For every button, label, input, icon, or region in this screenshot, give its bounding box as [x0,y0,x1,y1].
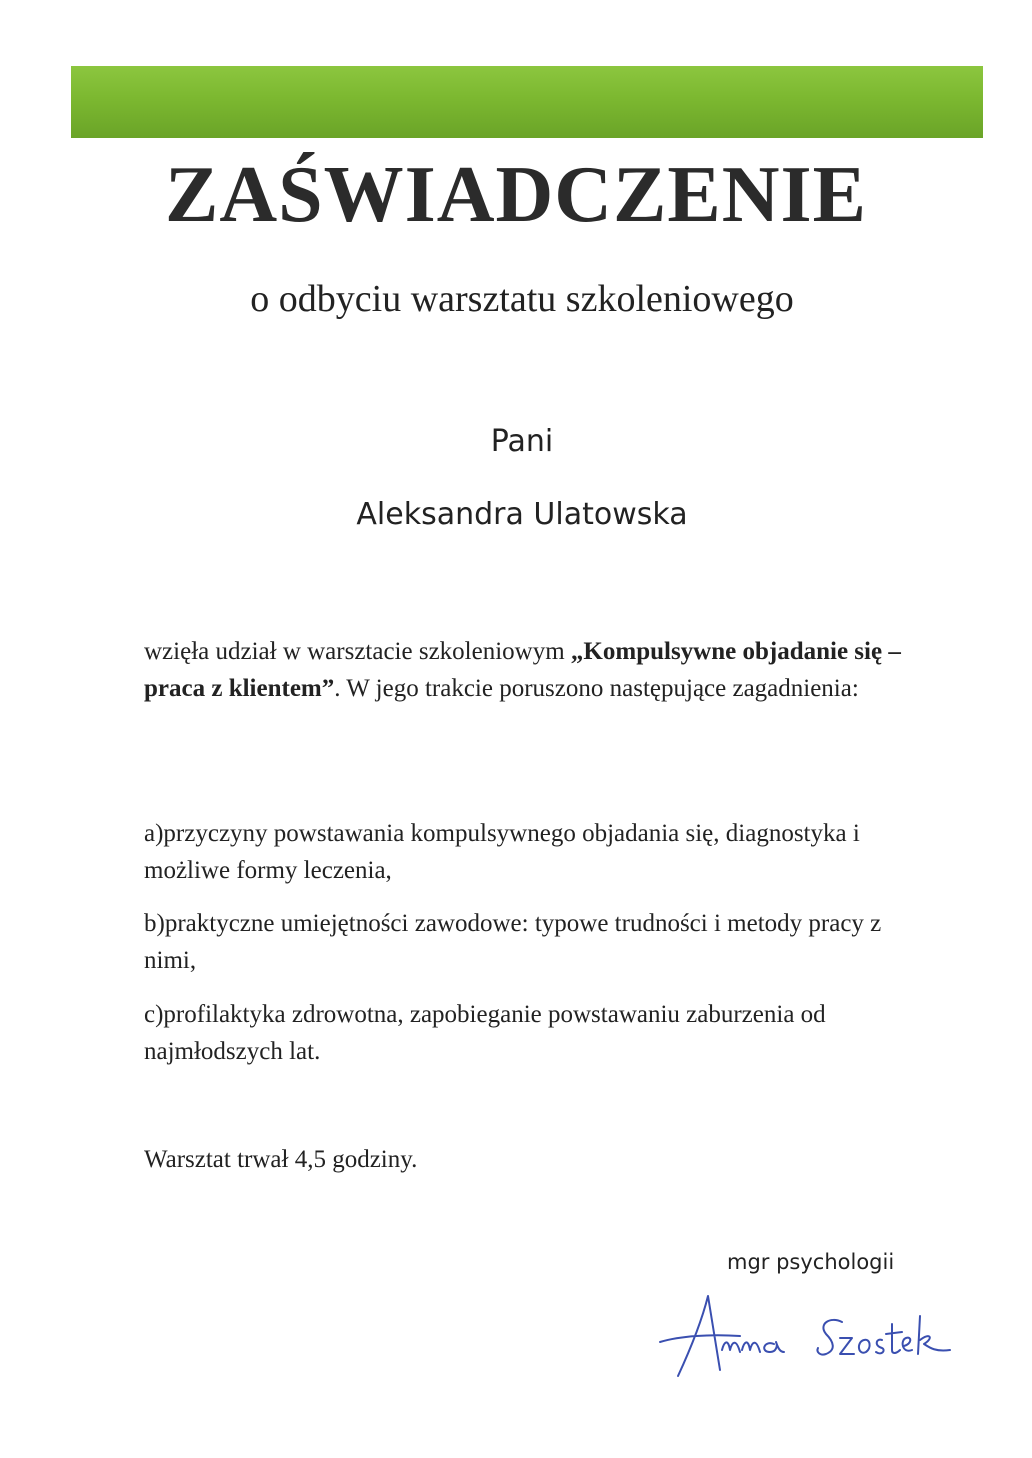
salutation: Pani [490,424,554,459]
handwritten-signature [650,1290,980,1390]
certificate-subtitle: o odbyciu warsztatu szkoleniowego [250,278,794,320]
topic-item-c: c)profilaktyka zdrowotna, zapobieganie powstawaniu zaburzenia od najmłodszych lat. [144,1001,826,1065]
intro-paragraph [144,633,904,707]
intro-text-end: . W jego trakcie poruszono następujące zagadnienia: [334,675,859,702]
recipient-name: Aleksandra Ulatowska [356,497,688,532]
workshop-title: „Kompulsywne objadanie się – praca z klientem” [144,638,901,702]
topic-item-a: a)przyczyny powstawania kompulsywnego objadania się, diagnostyka i możliwe formy leczenia, [144,820,860,884]
intro-text-start: wzięła udział w warsztacie szkoleniowym [144,638,571,665]
duration-statement: Warsztat trwał 4,5 godziny. [144,1146,418,1173]
signer-title: mgr psychologii [727,1250,895,1274]
green-header-banner [71,66,983,138]
certificate-title: ZAŚWIADCZENIE [164,151,868,239]
topic-item-b: b)praktyczne umiejętności zawodowe: typowe trudności i metody pracy z nimi, [144,910,882,974]
